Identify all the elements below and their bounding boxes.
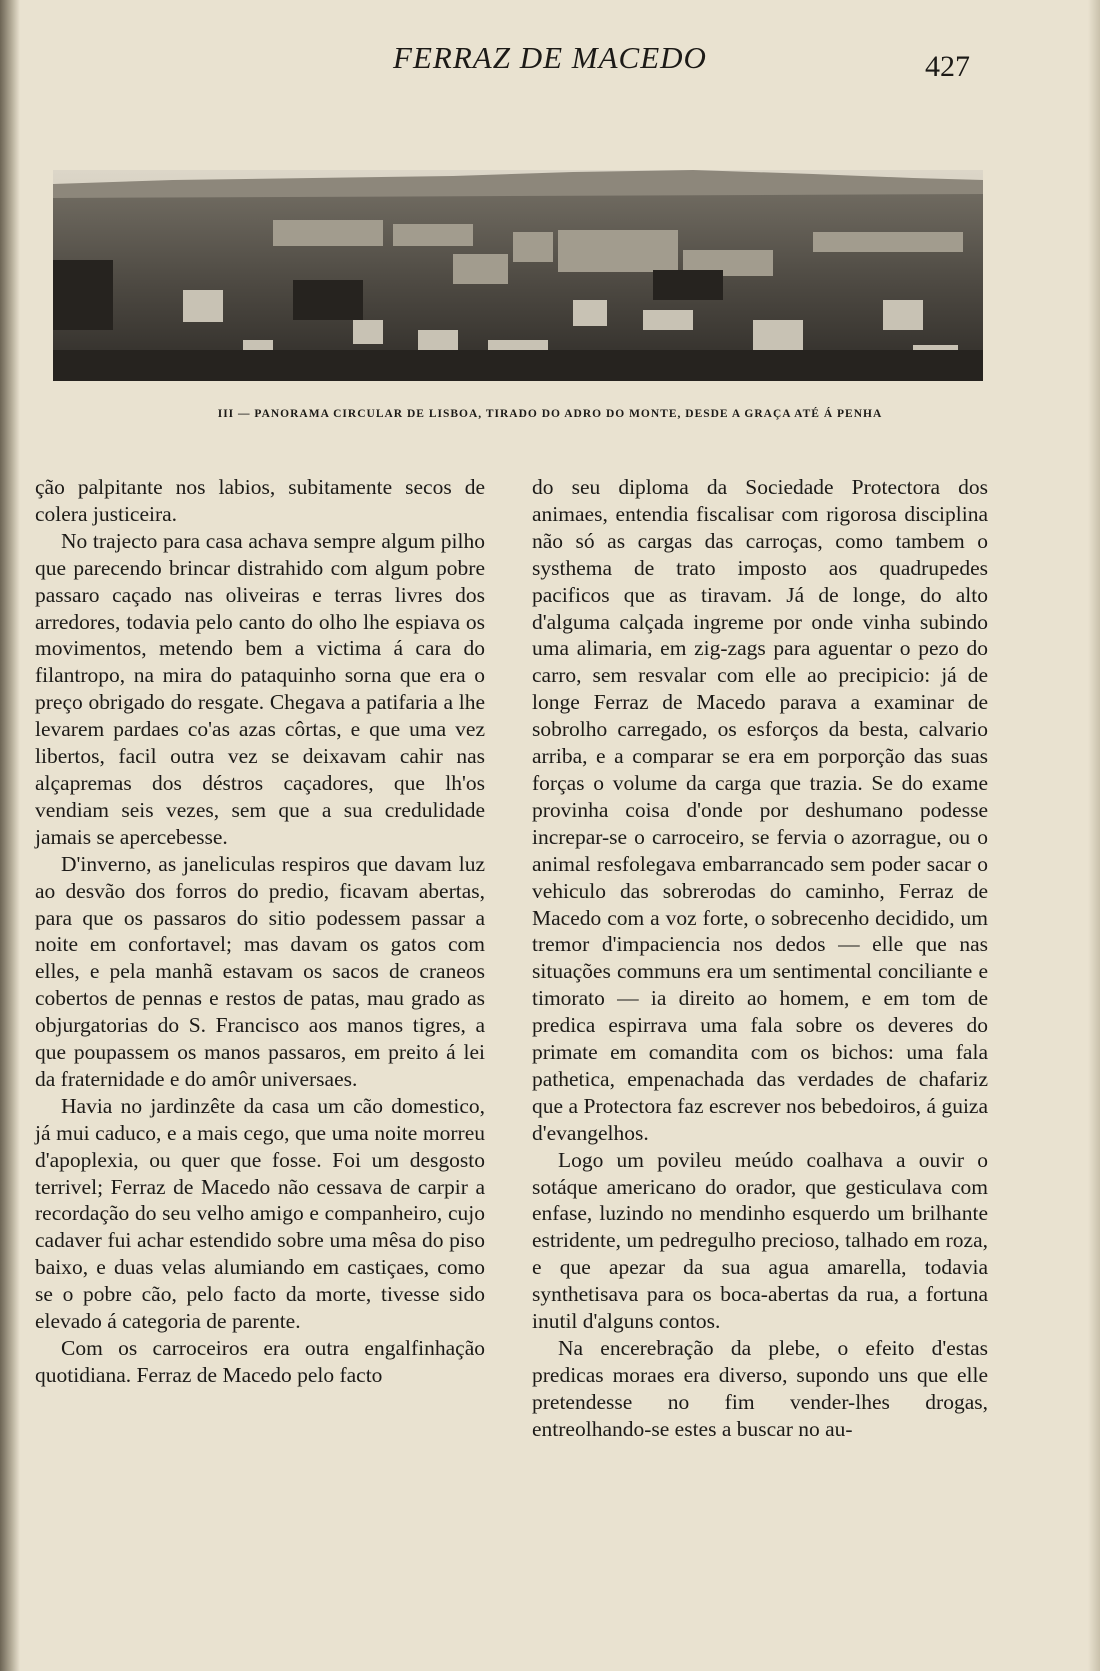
- panorama-photograph: [53, 170, 983, 381]
- paragraph: Na encerebração da plebe, o efeito d'estas predicas moraes era diverso, supondo uns que elle pretendesse no fim vender-lhes drogas, entreolhando-se estes a buscar no au-: [532, 1336, 988, 1441]
- paragraph: D'inverno, as janeliculas respiros que davam luz ao desvão dos forros do predio, ficavam abertas, para que os passaros do sitio podessem passar a noite em confortavel; mas davam os gatos com elles, e pela manhã estavam os sacos de craneos cobertos de pennas e restos de patas, mau grado as objurgatorias do S. Francisco aos manos tigres, a que poupassem os manos passaros, em preito á lei da fraternidade e do amôr universaes.: [35, 851, 485, 1091]
- right-text-column: [532, 474, 988, 1443]
- paragraph: No trajecto para casa achava sempre algum pilho que parecendo brincar distrahido com algum pobre passaro caçado nas oliveiras e terras livres dos arredores, todavia pelo canto do olho lhe espiava os movimentos, metendo bem a victima á cara do filantropo, na mira do pataquinho sorna que era o preço obrigado do resgate. Chegava a patifaria a lhe levarem pardaes co'as azas côrtas, e que uma vez libertos, facil outra vez se deixavam cahir nas alçapremas dos déstros caçadores, que lh'os vendiam seis vezes, sem que a sua credulidade jamais se apercebesse.: [35, 528, 485, 849]
- paragraph: do seu diploma da Sociedade Protectora dos animaes, entendia fiscalisar com rigorosa disciplina não só as cargas das carroças, como tambem o systhema de trato imposto aos quadrupedes pacificos que as tiravam. Já de longe, do alto d'alguma calçada ingreme por onde vinha subindo uma alimaria, em zig-zags para aguentar o pezo do carro, sem resvalar com elle ao precipicio: já de longe Ferraz de Macedo parava a examinar de sobrolho carregado, os esforços da besta, calvario arriba, e a comparar se era em porporção das suas forças o volume da carga que trazia. Se do exame provinha coisa d'onde por deshumano podesse increpar-se o carroceiro, se fervia o azorrague, ou o animal resfolegava embarrancado sem poder sacar o vehiculo das sobrerodas do caminho, Ferraz de Macedo com a voz forte, o sobrecenho decidido, um tremor d'impaciencia nos dedos — elle que nas situações communs era um sentimental conciliante e timorato — ia direito ao homem, e em tom de predica espirrava uma fala sobre os deveres do primate em comandita com os bichos: uma fala pathetica, empenachada das verdades de chafariz que a Protectora faz escrever nos bebedoiros, á guiza d'evangelhos.: [532, 475, 988, 1145]
- paragraph: Logo um povileu meúdo coalhava a ouvir o sotáque americano do orador, que gesticulava com enfase, luzindo no mendinho esquerdo um brilhante estridente, um pedregulho precioso, talhado em roza, e que apezar da sua agua amarella, todavia synthetisava para os boca-abertas da rua, a fortuna inutil d'alguns contos.: [532, 1147, 988, 1334]
- paragraph: Com os carroceiros era outra engalfinhação quotidiana. Ferraz de Macedo pelo facto: [35, 1336, 485, 1387]
- page-edge-shading: [1088, 0, 1100, 1671]
- left-text-column: [35, 474, 485, 1389]
- paragraph: ção palpitante nos labios, subitamente secos de colera justiceira.: [35, 475, 485, 526]
- paragraph: Havia no jardinzête da casa um cão domestico, já mui caduco, e a mais cego, que uma noite morreu d'apoplexia, ou quer que fosse. Foi um desgosto terrivel; Ferraz de Macedo não cessava de carpir a recordação do seu velho amigo e companheiro, cujo cadaver fui achar estendido sobre uma mêsa do piso baixo, e duas velas alumiando em castiçaes, como se o pobre cão, pelo facto da morte, tivesse sido elevado á categoria de parente.: [35, 1093, 485, 1334]
- page-gutter-shadow: [0, 0, 20, 1671]
- figure-caption: III — PANORAMA CIRCULAR DE LISBOA, TIRADO DO ADRO DO MONTE, DESDE A GRAÇA ATÉ Á PENHA: [217, 408, 883, 420]
- page-number: 427: [925, 50, 970, 83]
- running-title: FERRAZ DE MACEDO: [393, 40, 707, 75]
